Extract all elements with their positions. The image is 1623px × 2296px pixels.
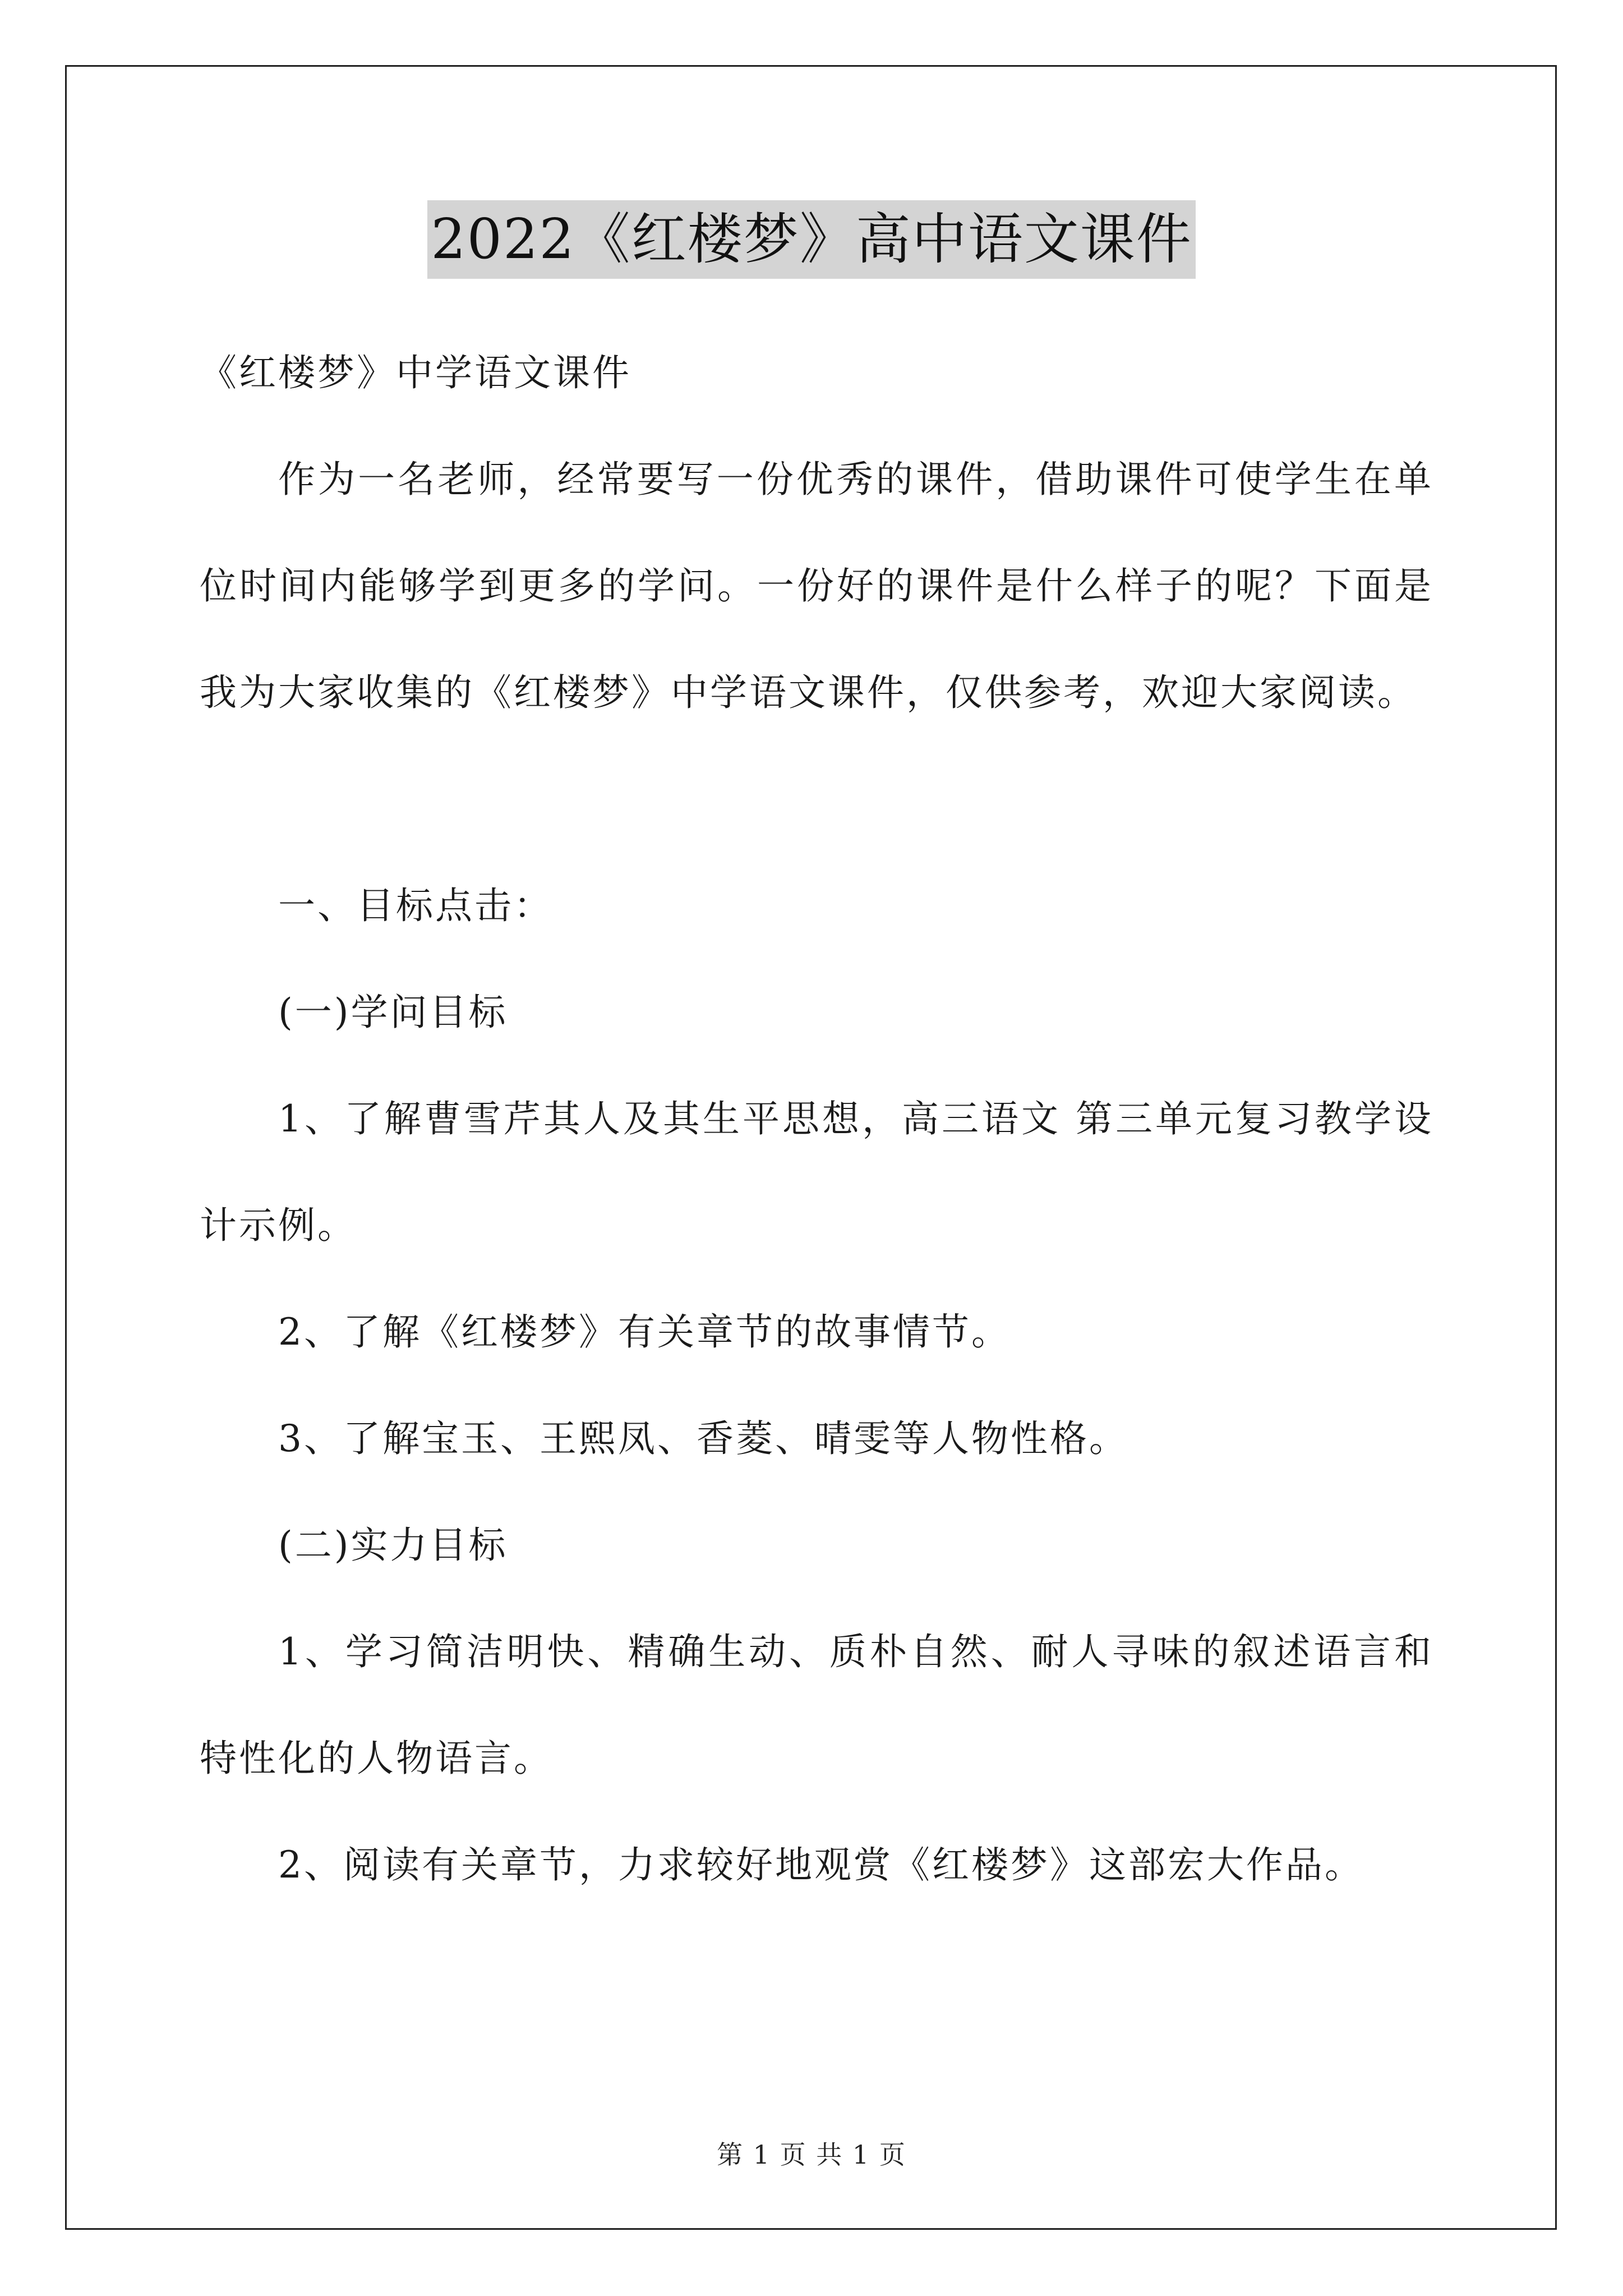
page-footer: 第 1 页 共 1 页	[717, 2139, 906, 2170]
document-title: 2022《红楼梦》高中语文课件	[427, 200, 1195, 279]
document-subtitle: 《红楼梦》中学语文课件	[200, 351, 631, 394]
paragraph-spacer	[200, 746, 1433, 853]
ability-goal-item: 1、学习简洁明快、精确生动、质朴自然、耐人寻味的叙述语言和特性化的人物语言。	[200, 1630, 1433, 1780]
knowledge-goal-item: 1、了解曹雪芹其人及其生平思想，高三语文 第三单元复习教学设计示例。	[200, 1097, 1433, 1247]
intro-paragraph: 作为一名老师，经常要写一份优秀的课件，借助课件可使学生在单位时间内能够学到更多的学问。一份好的课件是什么样子的呢？下面是我为大家收集的《红楼梦》中学语文课件，仅供参考，欢迎大家阅读。	[200, 458, 1433, 714]
title-container	[0, 200, 1623, 279]
section-heading: 一、目标点击：	[278, 884, 553, 927]
knowledge-goal-item: 3、了解宝玉、王熙凤、香菱、晴雯等人物性格。	[278, 1417, 1128, 1460]
knowledge-goal-heading: (一)学问目标	[278, 991, 508, 1034]
knowledge-goal-item: 2、了解《红楼梦》有关章节的故事情节。	[278, 1310, 1011, 1354]
document-body	[200, 320, 1433, 1918]
ability-goal-item: 2、阅读有关章节，力求较好地观赏《红楼梦》这部宏大作品。	[278, 1843, 1364, 1887]
ability-goal-heading: (二)实力目标	[278, 1524, 508, 1567]
